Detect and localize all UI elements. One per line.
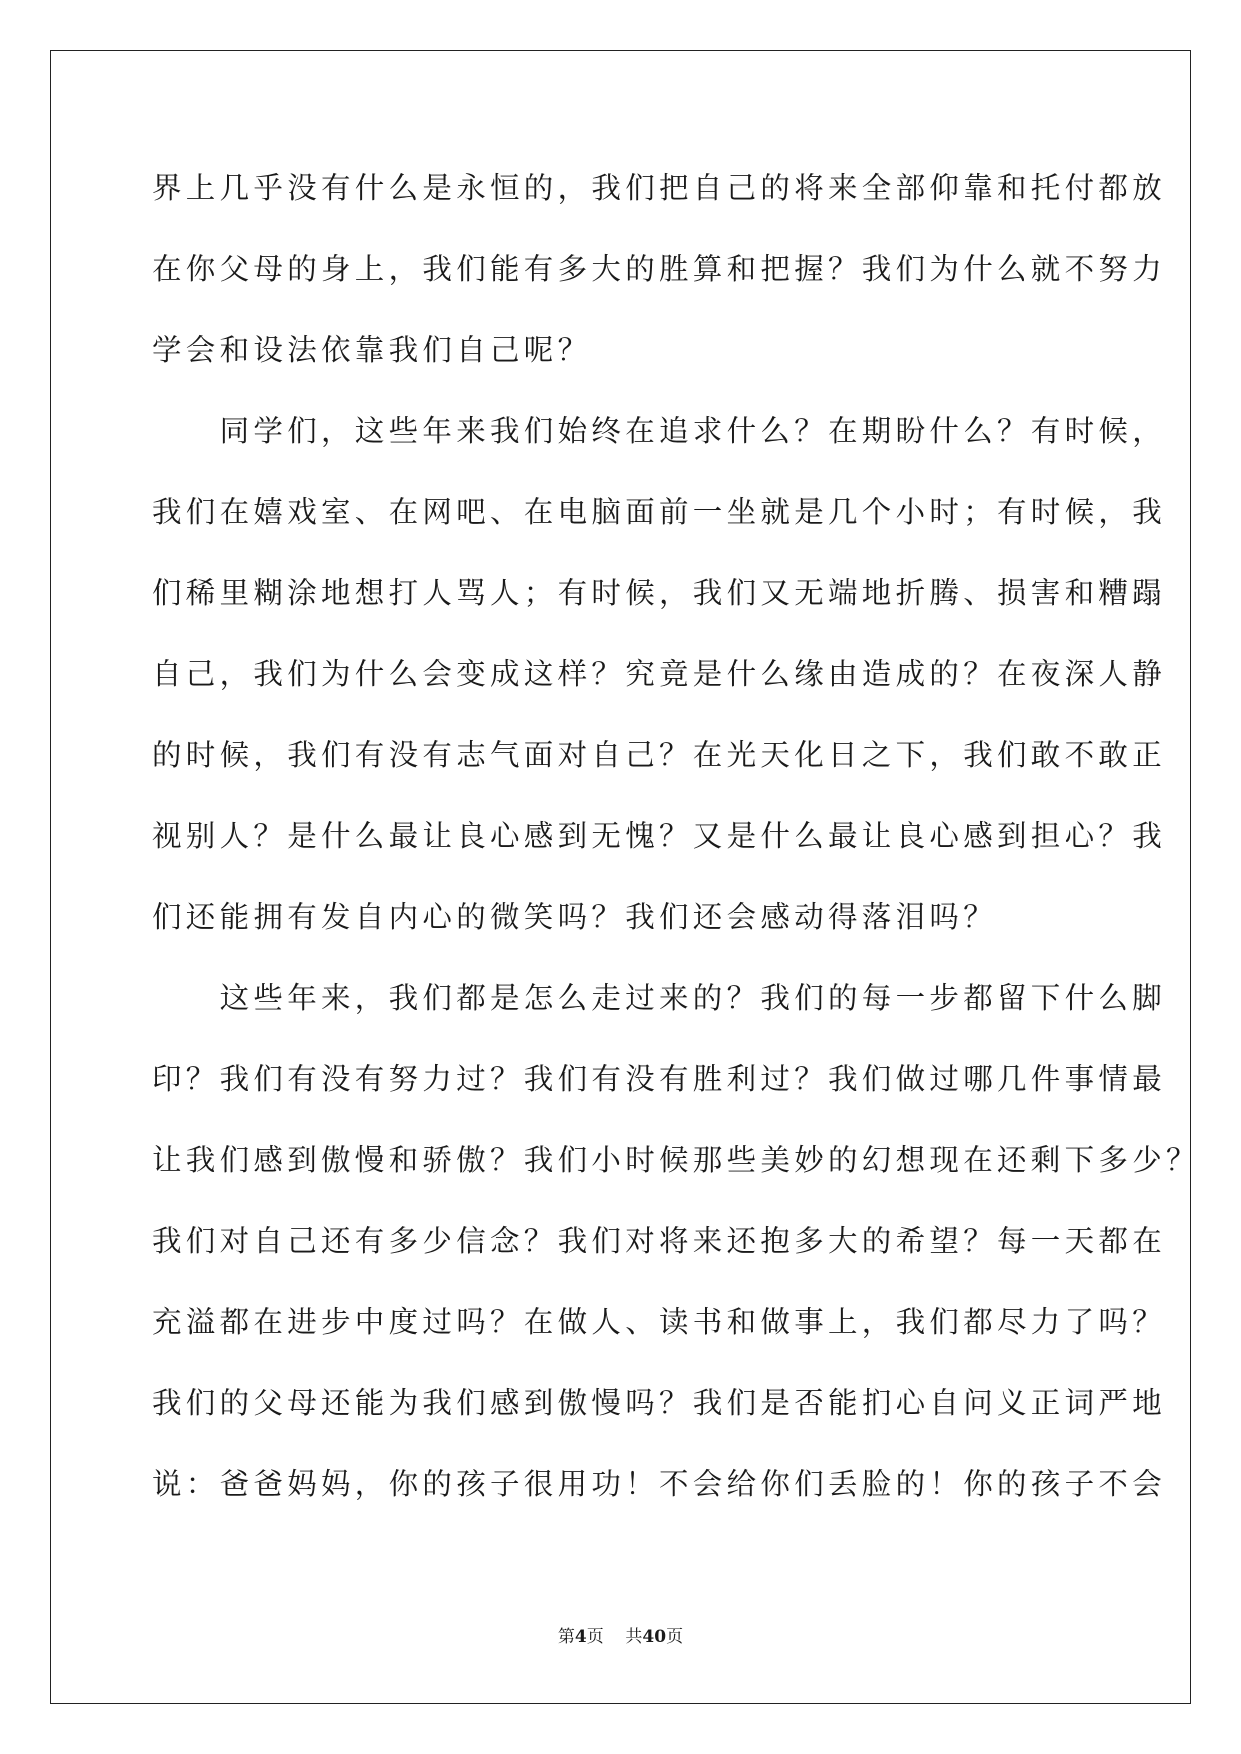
footer-total-suffix: 页 [666,1627,684,1647]
text-line: 们稀里糊涂地想打人骂人；有时候，我们又无端地折腾、损害和糟蹋 [152,576,1167,610]
text-line: 在你父母的身上，我们能有多大的胜算和把握？我们为什么就不努力 [152,252,1167,286]
text-line: 让我们感到傲慢和骄傲？我们小时候那些美妙的幻想现在还剩下多少？ [152,1143,1200,1177]
text-line: 充溢都在进步中度过吗？在做人、读书和做事上，我们都尽力了吗？ [152,1305,1167,1339]
text-line: 说：爸爸妈妈，你的孩子很用功！不会给你们丢脸的！你的孩子不会 [152,1467,1167,1501]
text-line: 学会和设法依靠我们自己呢？ [152,333,592,367]
text-line: 印？我们有没有努力过？我们有没有胜利过？我们做过哪几件事情最 [152,1062,1167,1096]
page-footer [0,1625,1241,1649]
text-line: 我们对自己还有多少信念？我们对将来还抱多大的希望？每一天都在 [152,1224,1167,1258]
text-line: 视别人？是什么最让良心感到无愧？又是什么最让良心感到担心？我 [152,819,1167,853]
footer-total-prefix: 共 [625,1627,643,1647]
text-line: 这些年来，我们都是怎么走过来的？我们的每一步都留下什么脚 [152,981,1167,1015]
text-line: 的时候，我们有没有志气面对自己？在光天化日之下，我们敢不敢正 [152,738,1167,772]
footer-prefix: 第 [557,1627,575,1647]
current-page-number: 4 [574,1627,587,1647]
footer-page-suffix: 页 [586,1627,604,1647]
body-text [152,162,1200,1539]
text-line: 我们在嬉戏室、在网吧、在电脑面前一坐就是几个小时；有时候，我 [152,495,1167,529]
text-line: 自己，我们为什么会变成这样？究竟是什么缘由造成的？在夜深人静 [152,657,1167,691]
text-line: 界上几乎没有什么是永恒的，我们把自己的将来全部仰靠和托付都放 [152,171,1167,205]
text-line: 我们的父母还能为我们感到傲慢吗？我们是否能扪心自问义正词严地 [152,1386,1167,1420]
text-line: 同学们，这些年来我们始终在追求什么？在期盼什么？有时候， [152,414,1167,448]
total-pages-number: 40 [642,1627,667,1647]
text-line: 们还能拥有发自内心的微笑吗？我们还会感动得落泪吗？ [152,900,998,934]
